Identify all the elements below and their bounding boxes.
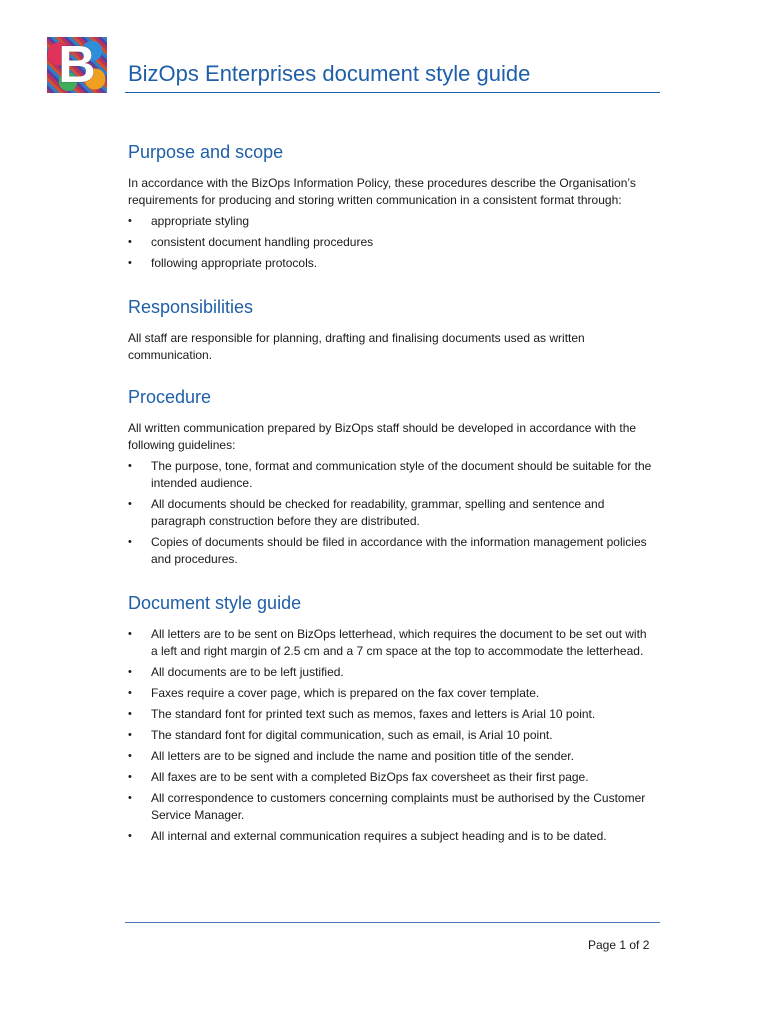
list-item-text: following appropriate protocols. bbox=[151, 256, 318, 270]
list-item-text: The purpose, tone, format and communication style of the document should be suitable for the intended audience. bbox=[151, 459, 652, 490]
section-purpose-and-scope bbox=[128, 140, 652, 272]
list-item bbox=[128, 769, 652, 786]
bullet-icon: • bbox=[128, 215, 132, 227]
list-item bbox=[128, 685, 652, 702]
section-responsibilities bbox=[128, 295, 652, 364]
list-item-text: All faxes are to be sent with a completed BizOps fax coversheet as their first page. bbox=[151, 770, 589, 784]
bullet-icon: • bbox=[128, 771, 132, 783]
list-item-text: All correspondence to customers concerning complaints must be authorised by the Customer Service Manager. bbox=[151, 791, 646, 822]
bullet-icon: • bbox=[128, 460, 132, 472]
list-item bbox=[128, 534, 652, 568]
bullet-list bbox=[128, 213, 652, 272]
list-item bbox=[128, 234, 652, 251]
list-item bbox=[128, 727, 652, 744]
list-item-text: consistent document handling procedures bbox=[151, 235, 374, 249]
bullet-icon: • bbox=[128, 236, 132, 248]
logo-letter: B bbox=[58, 36, 96, 94]
list-item-text: The standard font for digital communication, such as email, is Arial 10 point. bbox=[151, 728, 553, 742]
list-item-text: Copies of documents should be filed in accordance with the information management policies and procedures. bbox=[151, 535, 647, 566]
list-item bbox=[128, 828, 652, 845]
bullet-icon: • bbox=[128, 708, 132, 720]
list-item-text: All internal and external communication requires a subject heading and is to be dated. bbox=[151, 829, 607, 843]
list-item bbox=[128, 458, 652, 492]
bullet-list bbox=[128, 458, 652, 568]
page-number: Page 1 of 2 bbox=[588, 938, 650, 952]
bullet-icon: • bbox=[128, 729, 132, 741]
list-item bbox=[128, 748, 652, 765]
bullet-icon: • bbox=[128, 830, 132, 842]
list-item bbox=[128, 790, 652, 824]
list-item-text: appropriate styling bbox=[151, 214, 250, 228]
section-heading: Procedure bbox=[128, 387, 212, 407]
document-body bbox=[128, 140, 652, 845]
bizops-logo bbox=[47, 37, 107, 93]
list-item bbox=[128, 496, 652, 530]
section-procedure bbox=[128, 385, 652, 568]
footer-rule bbox=[125, 922, 660, 923]
list-item bbox=[128, 255, 652, 272]
section-heading: Purpose and scope bbox=[128, 142, 284, 162]
paragraph: All written communication prepared by BizOps staff should be developed in accordance with the following guidelines: bbox=[128, 421, 637, 452]
list-item bbox=[128, 626, 652, 660]
section-document-style-guide bbox=[128, 591, 652, 845]
bullet-icon: • bbox=[128, 257, 132, 269]
section-heading: Responsibilities bbox=[128, 297, 254, 317]
bullet-icon: • bbox=[128, 792, 132, 804]
paragraph: In accordance with the BizOps Information Policy, these procedures describe the Organisation’s requirements for producing and storing written communication in a consistent format through: bbox=[128, 176, 636, 207]
list-item-text: Faxes require a cover page, which is prepared on the fax cover template. bbox=[151, 686, 540, 700]
list-item-text: All letters are to be sent on BizOps letterhead, which requires the document to be set out with a left and right margin of 2.5 cm and a 7 cm space at the top to accommodate the letterhead. bbox=[151, 627, 647, 658]
list-item-text: All documents should be checked for readability, grammar, spelling and sentence and paragraph construction before they are distributed. bbox=[151, 497, 605, 528]
list-item bbox=[128, 664, 652, 681]
bullet-icon: • bbox=[128, 536, 132, 548]
bullet-icon: • bbox=[128, 750, 132, 762]
list-item bbox=[128, 213, 652, 230]
list-item-text: The standard font for printed text such as memos, faxes and letters is Arial 10 point. bbox=[151, 707, 596, 721]
header-rule bbox=[125, 92, 660, 93]
paragraph: All staff are responsible for planning, drafting and finalising documents used as written communication. bbox=[128, 331, 585, 362]
document-title: BizOps Enterprises document style guide bbox=[128, 61, 531, 86]
bullet-icon: • bbox=[128, 666, 132, 678]
bullet-icon: • bbox=[128, 498, 132, 510]
list-item-text: All letters are to be signed and include the name and position title of the sender. bbox=[151, 749, 574, 763]
bullet-icon: • bbox=[128, 687, 132, 699]
list-item bbox=[128, 706, 652, 723]
bullet-icon: • bbox=[128, 628, 132, 640]
section-heading: Document style guide bbox=[128, 593, 302, 613]
bullet-list bbox=[128, 626, 652, 845]
list-item-text: All documents are to be left justified. bbox=[151, 665, 344, 679]
